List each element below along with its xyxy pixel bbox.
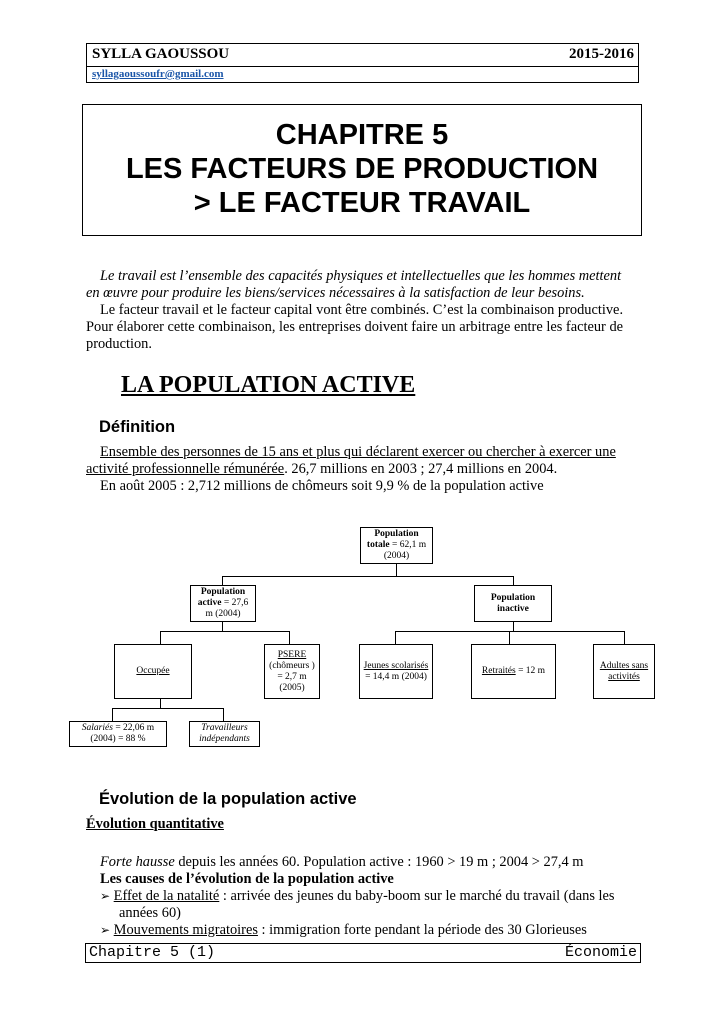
node-population-active [190, 585, 256, 622]
node-label: Occupée [136, 666, 170, 676]
intro-line: en œuvre pour produire les biens/services nécessaires à la satisfaction de leur besoins. [86, 285, 585, 301]
connector [112, 708, 224, 709]
author-name: SYLLA GAOUSSOU [92, 46, 230, 62]
node-label: Jeunes scolarisés [363, 660, 429, 671]
connector [289, 631, 290, 644]
arrow-bullet-icon: ➢ [100, 889, 111, 903]
node-value: = 62,1 m (2004) [383, 540, 427, 561]
bullet-label: Effet de la natalité [113, 888, 220, 904]
email-link[interactable]: syllagaoussoufr@gmail.com [92, 68, 224, 80]
definition-line [86, 461, 557, 478]
evolution-heading: Évolution de la population active [99, 790, 357, 808]
footer-subject: Économie [564, 944, 637, 961]
bullet-text: : immigration forte pendant la période des 30 Glorieuses [257, 922, 587, 938]
connector [624, 631, 625, 644]
school-year: 2015-2016 [569, 46, 634, 62]
node-value: = 12 m [515, 666, 546, 676]
node-jeunes-scolarises [359, 644, 433, 699]
page-footer [85, 943, 641, 963]
header-divider [86, 66, 639, 67]
node-label: Salariés [81, 723, 113, 733]
node-population-inactive: Population inactive [474, 585, 552, 622]
node-value: = 27,6 m (2004) [205, 598, 249, 619]
node-population-totale [360, 527, 433, 564]
node-salaries [69, 721, 167, 747]
node-travailleurs-independants: Travailleurs indépendants [189, 721, 260, 747]
arrow-bullet-icon: ➢ [100, 923, 111, 937]
node-value: = 22,06 m (2004) = 88 % [90, 723, 155, 744]
definition-figures: . 26,7 millions en 2003 ; 27,4 millions en 2004. [284, 461, 558, 477]
node-label: Adultes sans activités [599, 660, 649, 682]
node-occupee [114, 644, 192, 699]
footer-chapter: Chapitre 5 (1) [89, 944, 216, 961]
connector [223, 708, 224, 721]
causes-heading: Les causes de l’évolution de la population active [100, 871, 394, 887]
title-box [82, 104, 642, 236]
hausse-line [100, 854, 583, 871]
intro-line: Le travail est l’ensemble des capacités physiques et intellectuelles que les hommes mettent [100, 268, 622, 284]
node-retraites [471, 644, 556, 699]
definition-line: Ensemble des personnes de 15 ans et plus qui déclarent exercer ou chercher à exercer une [100, 444, 616, 460]
unemployment-line: En août 2005 : 2,712 millions de chômeurs soit 9,9 % de la population active [100, 478, 544, 494]
connector [396, 563, 397, 576]
bullet-label: Mouvements migratoires [113, 922, 258, 938]
bullet-continuation: années 60) [119, 905, 181, 921]
hausse-text: depuis les années 60. Population active : 1960 > 19 m ; 2004 > 27,4 m [174, 854, 584, 870]
connector [395, 631, 625, 632]
node-label: PSERE [277, 650, 307, 660]
node-value: (chômeurs ) = 2,7 m (2005) [269, 661, 315, 693]
connector [222, 576, 223, 585]
chapter-title: CHAPITRE 5 [275, 119, 449, 151]
connector [513, 576, 514, 585]
definition-underlined: activité professionnelle rémunérée [86, 461, 285, 477]
node-label: Population active [197, 587, 246, 608]
connector [395, 631, 396, 644]
intro-line: production. [86, 336, 152, 352]
node-label: Retraités [481, 666, 516, 676]
chapter-subtitle: LES FACTEURS DE PRODUCTION [125, 153, 599, 185]
intro-line: Le facteur travail et le facteur capital vont être combinés. C’est la combinaison productive. [100, 302, 624, 318]
evolution-subheading: Évolution quantitative [86, 816, 224, 832]
section-heading: LA POPULATION ACTIVE [121, 372, 416, 398]
chapter-topic: > LE FACTEUR TRAVAIL [193, 187, 531, 219]
connector [509, 631, 510, 644]
hausse-label: Forte hausse [100, 854, 175, 870]
node-adultes-sans-activites [593, 644, 655, 699]
connector [160, 631, 161, 644]
intro-line: Pour élaborer cette combinaison, les entreprises doivent faire un arbitrage entre les facteur de [86, 319, 624, 335]
connector [222, 576, 514, 577]
bullet-natalite [100, 888, 615, 905]
node-value: = 14,4 m (2004) [365, 671, 427, 682]
node-psere [264, 644, 320, 699]
connector [112, 708, 113, 721]
definition-heading: Définition [99, 418, 176, 436]
bullet-migration [100, 922, 587, 939]
node-label: Population totale [366, 529, 419, 550]
bullet-text: : arrivée des jeunes du baby-boom sur le marché du travail (dans les [219, 888, 615, 904]
connector [160, 631, 290, 632]
